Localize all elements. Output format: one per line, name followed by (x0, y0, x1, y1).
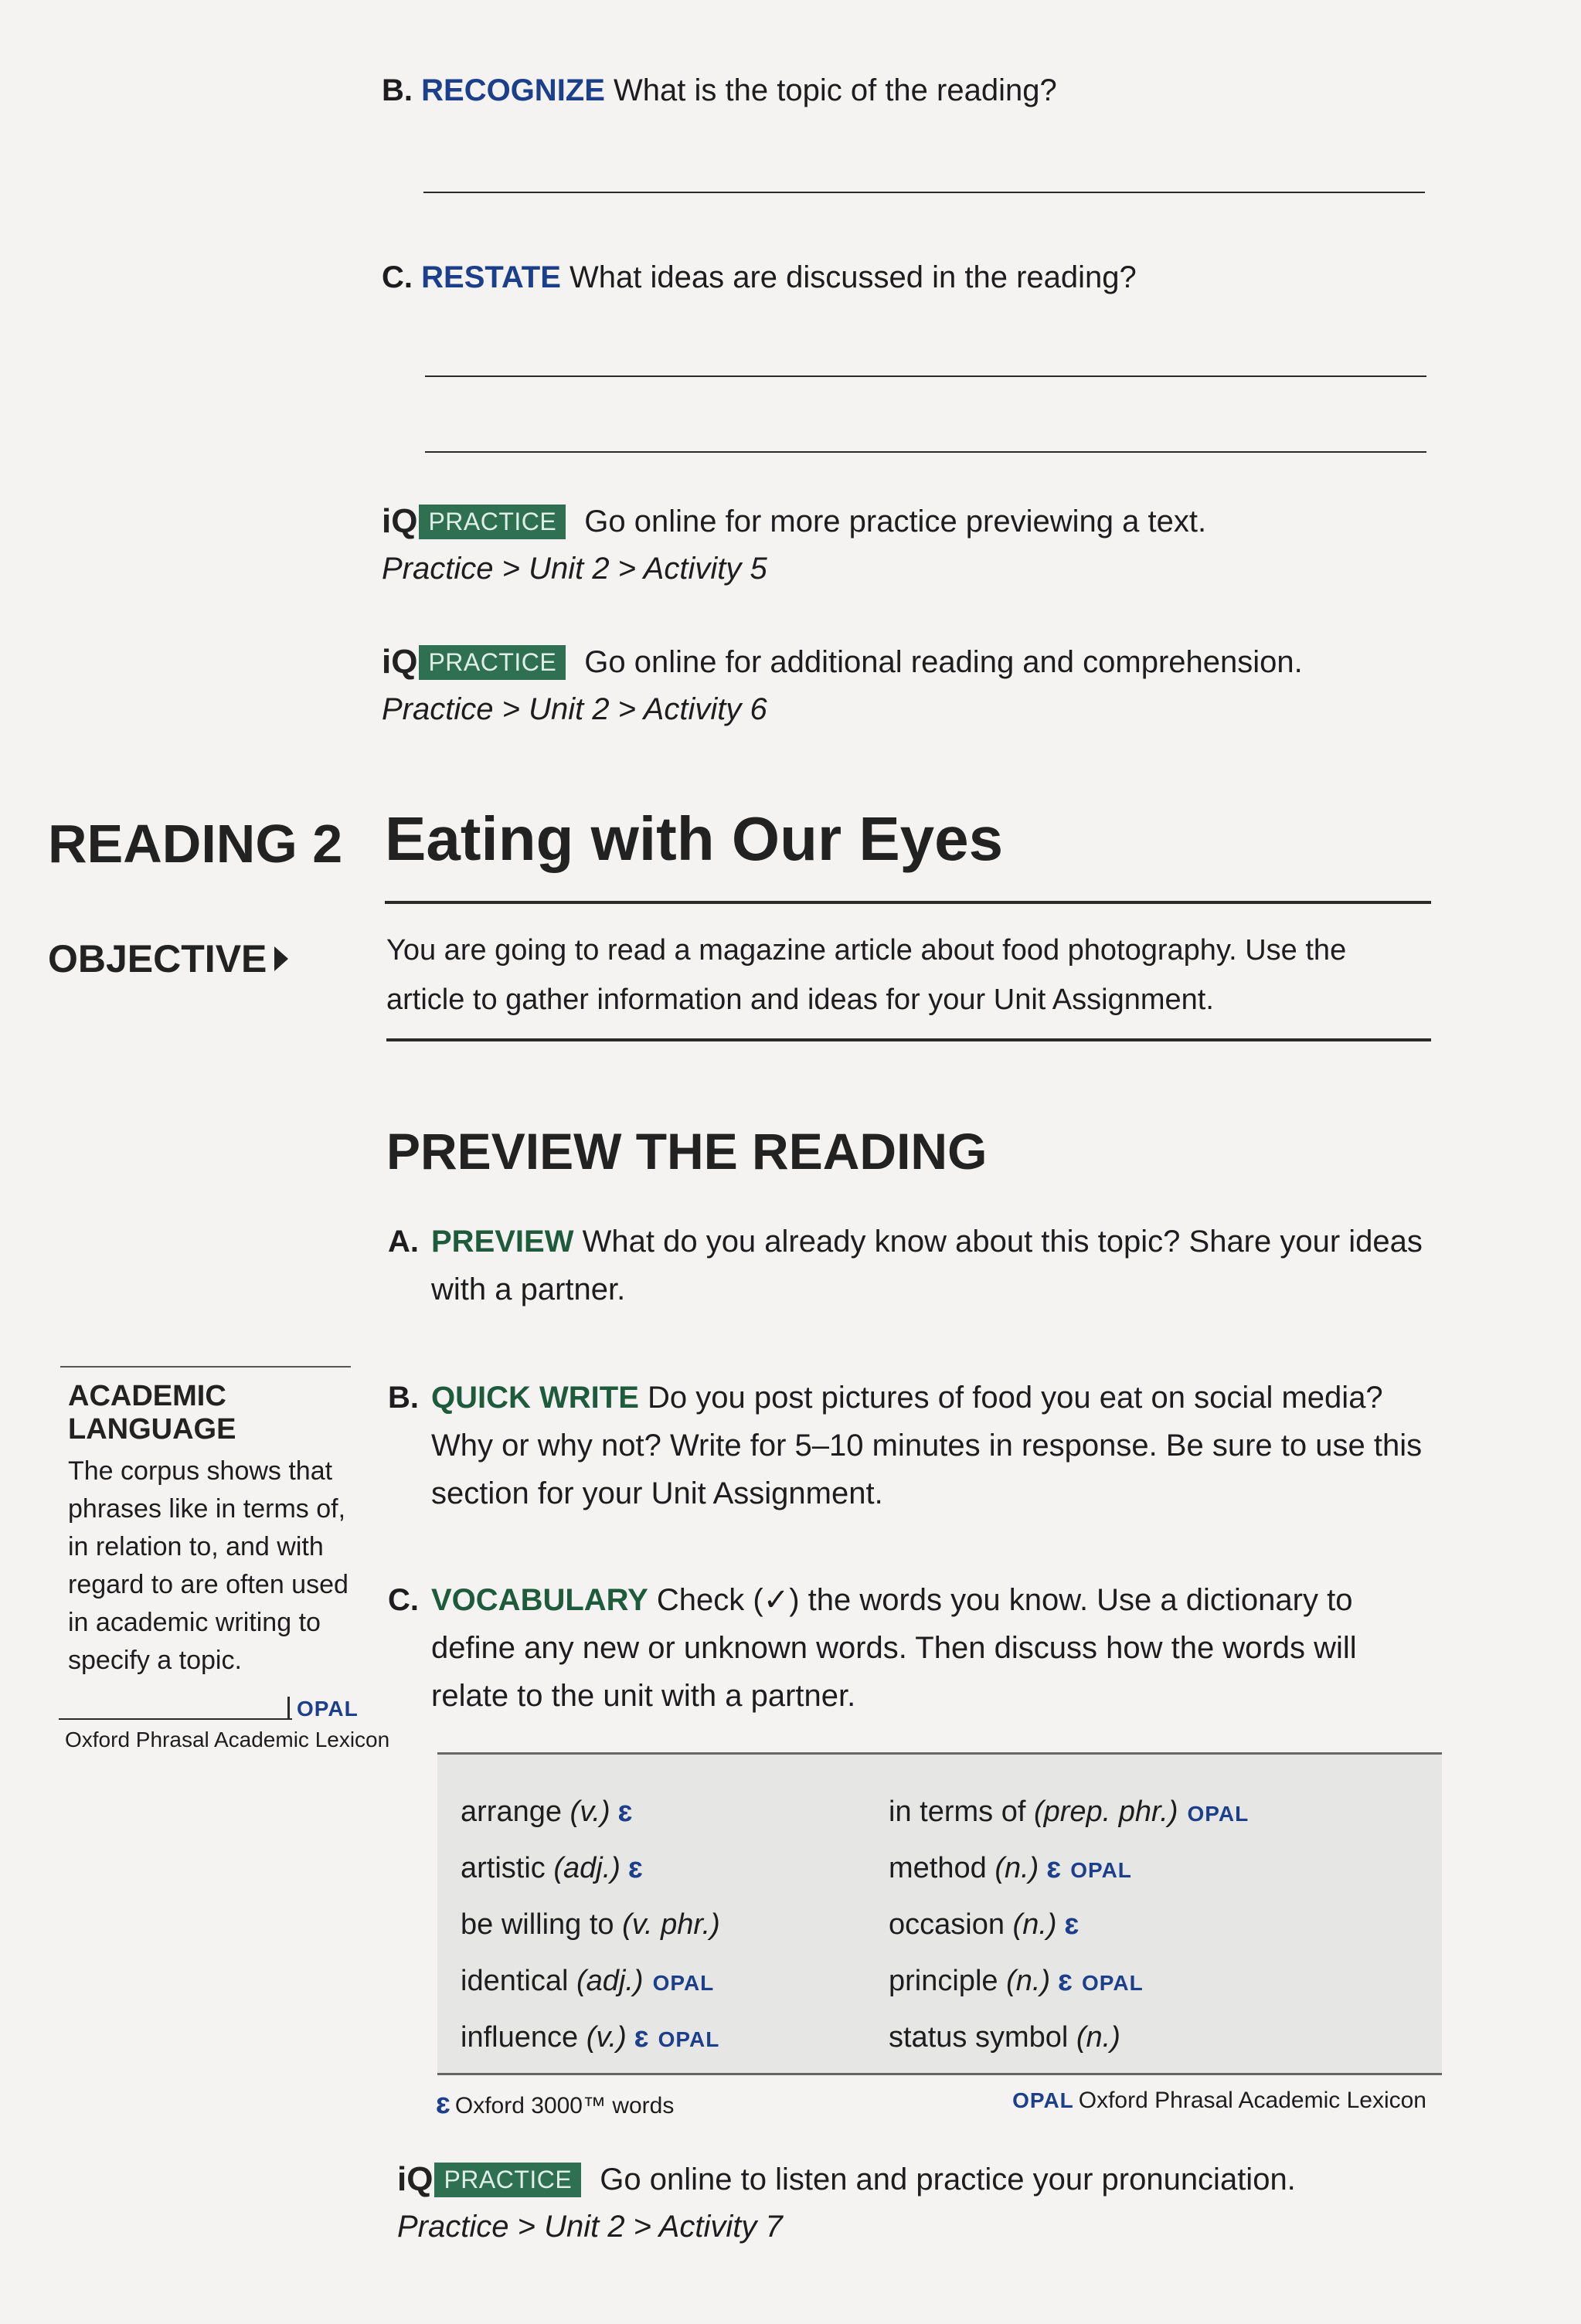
vocabulary-box (437, 1752, 1442, 2075)
vocab-item[interactable]: occasion (n.) ɛ (889, 1908, 1080, 1941)
opal-tag: OPAL (1081, 1971, 1144, 1995)
practice-block: iQ PRACTICE Go online to listen and practice your pronunciation. Practice > Unit 2 > Activity 7 (397, 2160, 1296, 2244)
reading-label: READING 2 (48, 814, 343, 874)
answer-line[interactable] (425, 375, 1426, 377)
opal-caption: Oxford Phrasal Academic Lexicon (65, 1728, 390, 1751)
question-vocabulary: C. VOCABULARY Check (✓) the words you know. Use a dictionary to define any new or unknown words. Then discuss how the words will relate to the unit with a partner. (388, 1583, 1357, 1713)
vocab-item[interactable]: status symbol (n.) (889, 2021, 1120, 2054)
vocab-item[interactable]: method (n.) ɛ OPAL (889, 1852, 1132, 1884)
opal-rule (59, 1718, 292, 1720)
opal-tag: OPAL (658, 2027, 720, 2051)
oxford-key-icon: ɛ (617, 1796, 633, 1828)
academic-language-note: ACADEMIC LANGUAGE The corpus shows that phrases like in terms of, in relation to, and with regard to are often used in academic writing to specify a topic. (68, 1380, 348, 1675)
iq-logo: iQ (397, 2160, 434, 2198)
oxford-key-icon: ɛ (1058, 1965, 1073, 1997)
opal-rule-tick (287, 1697, 290, 1720)
practice-breadcrumb[interactable]: Practice > Unit 2 > Activity 6 (382, 692, 767, 726)
question-restate: C. RESTATE What ideas are discussed in the reading? (382, 260, 1137, 294)
question-preview: A. PREVIEW What do you already know about this topic? Share your ideas with a partner. (388, 1225, 1423, 1306)
section-heading: PREVIEW THE READING (386, 1123, 988, 1180)
vocab-item[interactable]: arrange (v.) ɛ (461, 1796, 633, 1828)
practice-block: iQ PRACTICE Go online for more practice previewing a text. Practice > Unit 2 > Activity 5 (382, 502, 1207, 586)
objective-label: OBJECTIVE (48, 936, 288, 981)
vocab-item[interactable]: in terms of (prep. phr.) OPAL (889, 1796, 1250, 1828)
practice-badge[interactable]: PRACTICE (419, 645, 566, 680)
title-rule (385, 901, 1431, 904)
vocab-item[interactable]: identical (adj.) OPAL (461, 1965, 715, 1997)
opal-tag: OPAL (652, 1971, 715, 1995)
iq-logo: iQ (382, 502, 418, 540)
question-recognize: B. RECOGNIZE What is the topic of the reading? (382, 73, 1057, 107)
vocab-column-left (461, 1784, 720, 2066)
vocab-item[interactable]: principle (n.) ɛ OPAL (889, 1965, 1144, 1997)
practice-breadcrumb[interactable]: Practice > Unit 2 > Activity 7 (397, 2210, 783, 2244)
objective-text: You are going to read a magazine article about food photography. Use the article to gather information and ideas for your Unit Assignment. (386, 934, 1347, 1016)
oxford-key-icon: ɛ (627, 1852, 643, 1884)
vocab-column-right (889, 1784, 1249, 2066)
practice-block: iQ PRACTICE Go online for additional reading and comprehension. Practice > Unit 2 > Activity 6 (382, 643, 1303, 726)
practice-badge[interactable]: PRACTICE (434, 2163, 581, 2197)
legend-opal: OPAL Oxford Phrasal Academic Lexicon (1012, 2088, 1426, 2113)
reading-title: Eating with Our Eyes (385, 804, 1004, 873)
opal-tag: OPAL (1070, 1858, 1132, 1882)
triangle-right-icon (274, 946, 288, 971)
question-quick-write: B. QUICK WRITE Do you post pictures of food you eat on social media? Why or why not? Write for 5–10 minutes in response. Be sure to use this section for your Unit Assignment. (388, 1381, 1423, 1510)
opal-tag: OPAL (297, 1697, 359, 1721)
practice-badge[interactable]: PRACTICE (419, 505, 566, 539)
answer-line[interactable] (425, 451, 1426, 453)
practice-breadcrumb[interactable]: Practice > Unit 2 > Activity 5 (382, 552, 767, 586)
answer-line[interactable] (423, 192, 1425, 193)
oxford-key-icon: ɛ (436, 2088, 450, 2120)
legend-oxford-3000: ɛ Oxford 3000™ words (436, 2088, 675, 2120)
opal-tag: OPAL (1187, 1802, 1250, 1826)
objective-rule (386, 1038, 1431, 1041)
vocab-item[interactable]: be willing to (v. phr.) (461, 1908, 720, 1941)
oxford-key-icon: ɛ (1046, 1852, 1062, 1884)
oxford-key-icon: ɛ (1064, 1908, 1080, 1941)
vocab-item[interactable]: influence (v.) ɛ OPAL (461, 2021, 720, 2054)
iq-logo: iQ (382, 643, 418, 681)
oxford-key-icon: ɛ (634, 2021, 649, 2054)
vocab-item[interactable]: artistic (adj.) ɛ (461, 1852, 643, 1884)
sidebar-rule (60, 1366, 351, 1368)
